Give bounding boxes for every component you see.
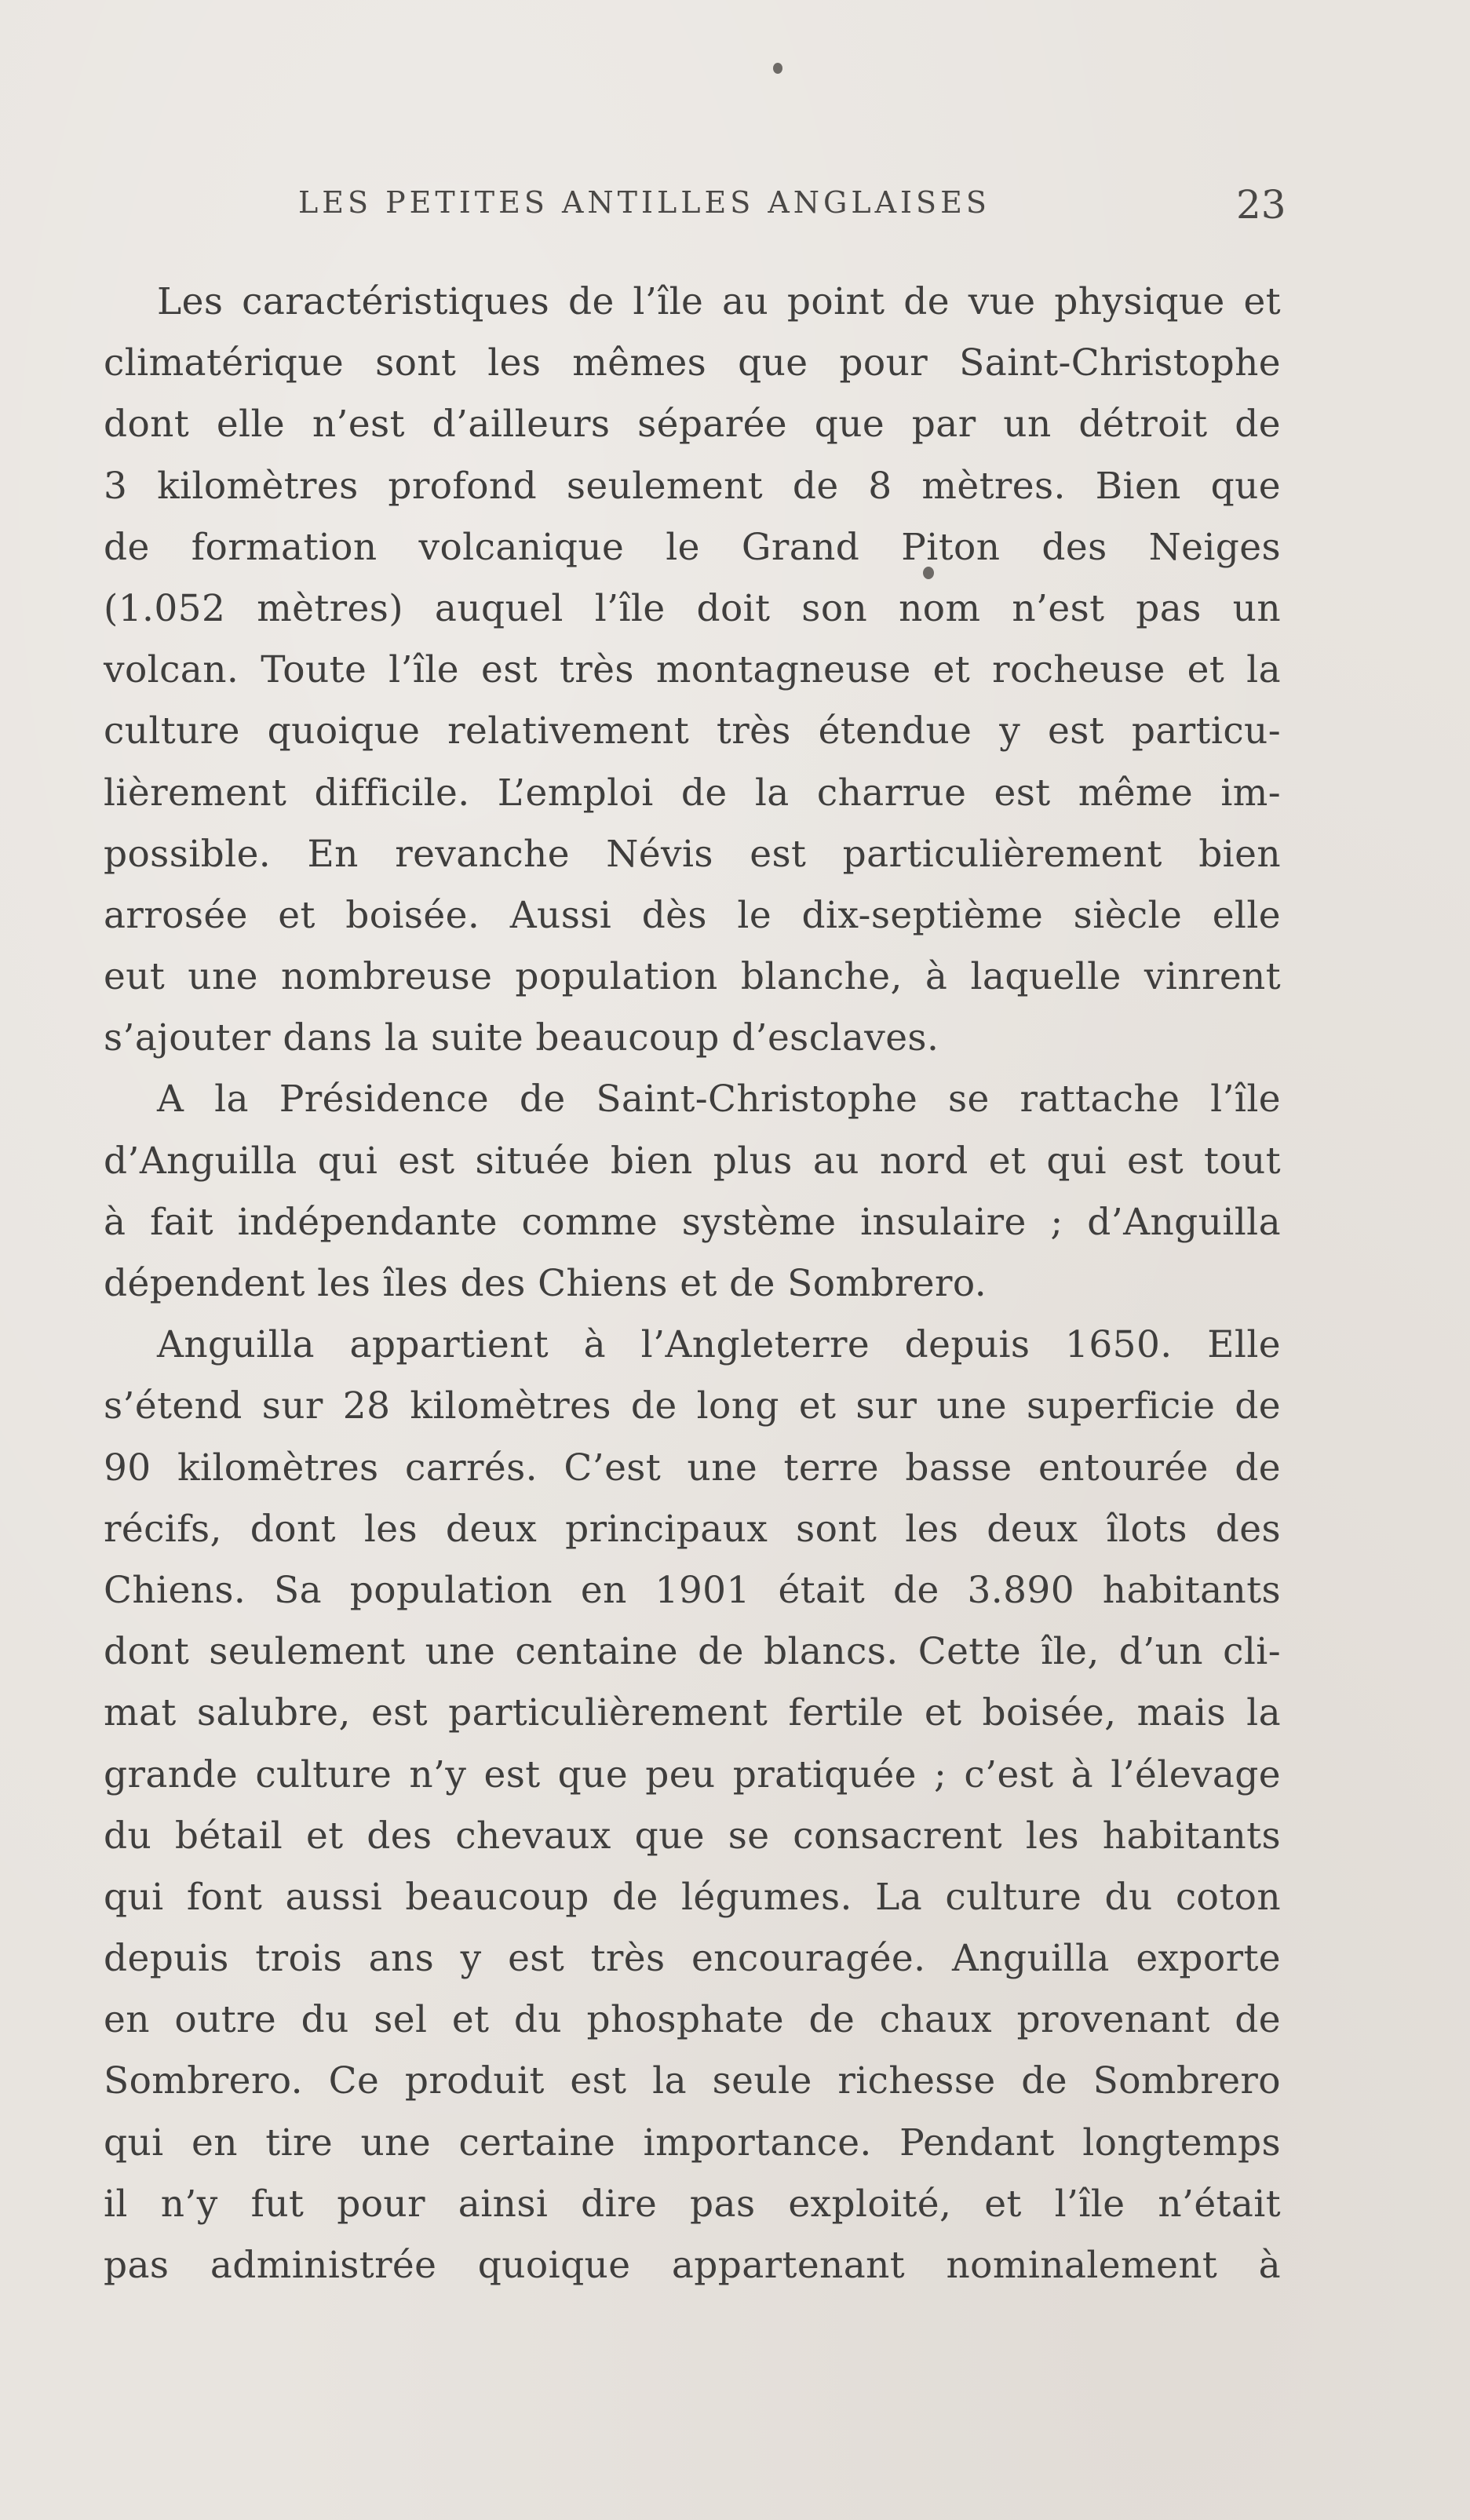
text-line: volcan. Toute l’île est très montagneuse et rocheuse et la — [104, 648, 1281, 692]
text-line: climatérique sont les mêmes que pour Saint-Christophe — [104, 341, 1281, 385]
text-line: Anguilla appartient à l’Angleterre depuis 1650. Elle — [157, 1323, 1281, 1367]
text-line: Sombrero. Ce produit est la seule richesse de Sombrero — [104, 2059, 1281, 2103]
text-line: arrosée et boisée. Aussi dès le dix-septième siècle elle — [104, 893, 1281, 937]
page-number: 23 — [1236, 182, 1286, 228]
text-line: Chiens. Sa population en 1901 était de 3.890 habitants — [104, 1568, 1281, 1612]
text-line: s’étend sur 28 kilomètres de long et sur une superficie de — [104, 1384, 1281, 1428]
text-line: lièrement difficile. L’emploi de la charrue est même im- — [104, 771, 1281, 815]
text-line: de formation volcanique le Grand Piton des Neiges — [104, 525, 1281, 569]
text-line: récifs, dont les deux principaux sont les deux îlots des — [104, 1507, 1281, 1551]
text-line: dont seulement une centaine de blancs. Cette île, d’un cli- — [104, 1630, 1281, 1674]
text-line: en outre du sel et du phosphate de chaux provenant de — [104, 1998, 1281, 2042]
text-line: dont elle n’est d’ailleurs séparée que par un détroit de — [104, 403, 1281, 447]
text-line: du bétail et des chevaux que se consacrent les habitants — [104, 1814, 1281, 1858]
text-line: possible. En revanche Névis est particulièrement bien — [104, 832, 1281, 876]
text-line: d’Anguilla qui est située bien plus au nord et qui est tout — [104, 1139, 1281, 1183]
text-line: s’ajouter dans la suite beaucoup d’esclaves. — [104, 1016, 939, 1060]
ink-speck — [773, 63, 782, 74]
text-line: grande culture n’y est que peu pratiquée ; c’est à l’élevage — [104, 1752, 1281, 1796]
text-line: qui font aussi beaucoup de légumes. La culture du coton — [104, 1875, 1281, 1919]
text-line: A la Présidence de Saint-Christophe se rattache l’île — [157, 1078, 1281, 1121]
text-line: depuis trois ans y est très encouragée. Anguilla exporte — [104, 1937, 1281, 1981]
text-line: eut une nombreuse population blanche, à laquelle vinrent — [104, 955, 1281, 999]
text-line: 3 kilomètres profond seulement de 8 mètres. Bien que — [104, 464, 1281, 508]
text-line: à fait indépendante comme système insulaire ; d’Anguilla — [104, 1200, 1281, 1244]
body-text — [104, 272, 1281, 2296]
running-title: LES PETITES ANTILLES ANGLAISES — [298, 185, 990, 220]
text-line: culture quoique relativement très étendue y est particu- — [104, 709, 1281, 753]
text-line: dépendent les îles des Chiens et de Sombrero. — [104, 1262, 987, 1305]
text-line: 90 kilomètres carrés. C’est une terre basse entourée de — [104, 1446, 1281, 1490]
text-line: mat salubre, est particulièrement fertile et boisée, mais la — [104, 1691, 1281, 1735]
text-line: qui en tire une certaine importance. Pendant longtemps — [104, 2121, 1281, 2164]
text-line: il n’y fut pour ainsi dire pas exploité, et l’île n’était — [104, 2182, 1281, 2226]
text-line: (1.052 mètres) auquel l’île doit son nom n’est pas un — [104, 586, 1281, 630]
text-line: pas administrée quoique appartenant nominalement à — [104, 2244, 1281, 2287]
text-line: Les caractéristiques de l’île au point de vue physique et — [157, 280, 1281, 323]
